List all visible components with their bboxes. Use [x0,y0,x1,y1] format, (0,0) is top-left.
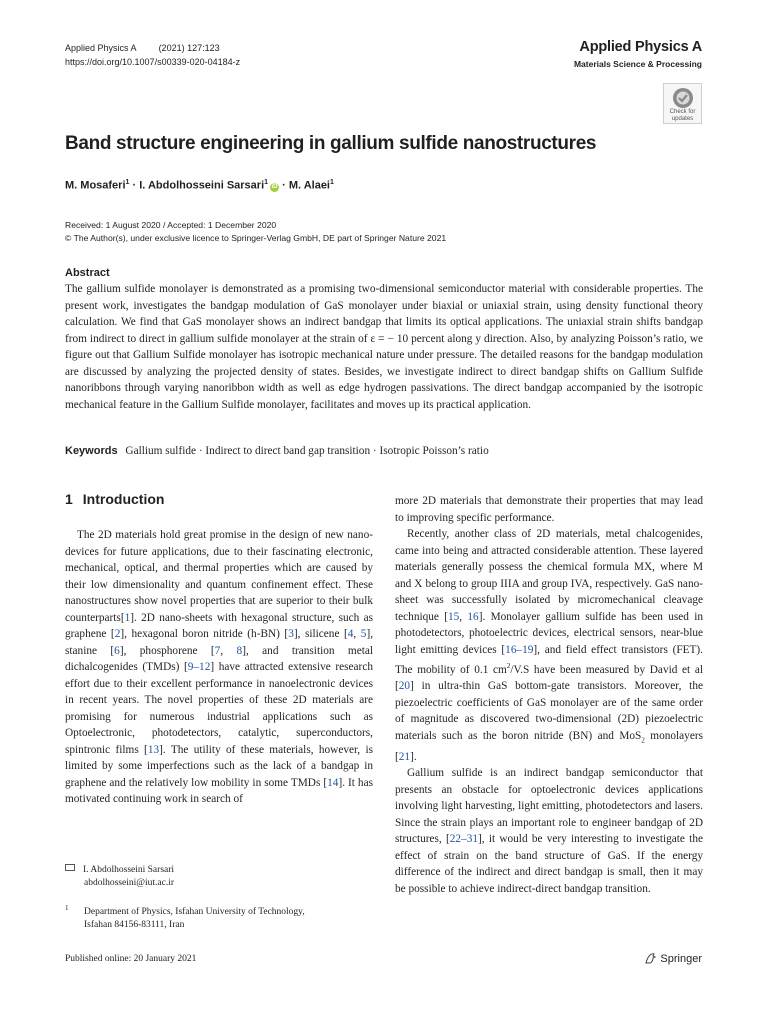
citation-link[interactable]: 5 [360,628,367,640]
orcid-icon[interactable]: iD [271,183,278,190]
citation-link[interactable]: 14 [327,776,339,789]
body-column-left [65,527,373,808]
text-run: ], it would be very interesting to investigate the effect of strain on the band structure of GaS. If the energy difference of the indirect and direct bandgap is small, then it may be possible to achieve indirect-direct bandgap transition. [395,833,703,895]
text-run: ], silicene [ [293,628,348,640]
text-run: ]. It has motivated continuing work in search of [65,776,373,805]
copyright-line: © The Author(s), under exclusive licence to Springer-Verlag GmbH, DE part of Springer Nature 2021 [65,233,447,243]
journal-brand [574,38,702,71]
correspondence-email[interactable]: abdolhosseini@iut.ac.ir [84,878,175,888]
author-separator: · [282,179,286,192]
section-number: 1 [65,491,73,507]
body-column-right [395,493,703,897]
body-paragraph [395,526,703,765]
author-affil-sup: 1 [125,179,130,186]
keywords-label: Keywords [65,445,118,457]
citation-link[interactable]: 9–12 [187,661,211,673]
author-list [65,179,334,192]
text-run: ]. 2D nano-sheets with hexagonal structure, such as graphene [ [65,611,373,640]
citation-link[interactable]: 13 [147,743,160,756]
check-label-2: updates [671,115,694,122]
text-run: ]. [410,750,417,763]
citation-link[interactable]: 4 [347,628,354,640]
text-run: ], phosphorene [ [119,644,215,657]
check-label-1: Check for [669,109,696,115]
author-name[interactable]: I. Abdolhosseini Sarsari [139,179,265,192]
received-accepted-dates: Received: 1 August 2020 / Accepted: 1 December 2020 [65,220,277,230]
citation-link[interactable]: 6 [114,644,120,657]
section-heading [65,491,164,507]
text-run: ], and field effect transistors (FET). The mobility of 0.1 cm [395,643,703,676]
published-date: Published online: 20 January 2021 [65,954,197,964]
author-name[interactable]: M. Alaei [288,179,330,192]
text-run: The 2D materials hold great promise in the design of new nano-devices for future applications, due to their fascinating electronic, mechanical, optical, and thermal properties which are caused by their low dimensionality and quantum confinement effect. These nanostructures show novel properties that are superior to their bulk counterparts[ [65,529,373,624]
envelope-icon [65,864,75,871]
affiliation-note [65,902,305,932]
check-for-updates-button[interactable] [663,83,702,124]
text-run: ]. The utility of these materials, however, is limited by some imperfections such as the lack of a bandgap in graphene and the relatively low mobility in some TMDs [ [65,743,373,789]
author-affil-sup: 1 [330,179,334,186]
text-run: , [353,628,361,640]
doi-link[interactable]: https://doi.org/10.1007/s00339-020-04184-z [65,57,241,67]
citation-link[interactable]: 3 [288,628,294,640]
citation-link[interactable]: 22–31 [449,833,478,846]
body-paragraph [395,765,703,897]
abstract-text: The gallium sulfide monolayer is demonstrated as a promising two-dimensional semiconductor material with considerable properties. The present work, investigates the bandgap modulation of GaS monolayer under biaxial or uniaxial strain, using density functional theory calculation. We find that GaS monolayer shows an indirect bandgap that limits its optical applications. The uniaxial strain shifts bandgap from indirect to direct in gallium sulfide monolayer at the strain of ε = − 10 percent along y direction. Also, by analyzing Poisson’s ratio, we figure out that Gallium Sulfide monolayer has isotropic mechanical nature under pressure. The detailed reasons for the bandgap modulation are discussed by analyzing the projected density of states. Besides, we investigate indirect to direct bandgap shifts on Gallium Sulfide nanoribbons through varying nanoribbon width as well as edge hydrogen passivations. The direct bandgap accompanied by the isotropic mechanical feature in the Gallium Sulfide monolayer, facilitates and moves up its practical application. [65,283,703,411]
affiliation-number: 1 [65,904,69,912]
abstract-heading: Abstract [65,267,110,279]
citation-link[interactable]: 21 [398,750,411,763]
text-run: Gallium sulfide is an indirect bandgap semiconductor that presents an obstacle for optoelectronic devices applications involving light harvesting, light emitting, photodetectors and lasers. Since the strain plays an important role to engineer bandgap of 2D structures, [ [395,767,703,846]
body-paragraph [395,493,703,526]
text-run: ], and transition metal dichalcogenides (TMDs) [ [65,644,373,673]
author-name[interactable]: M. Mosaferi [65,179,126,192]
correspondence-note [65,864,174,890]
text-run: ], stanine [ [65,628,374,657]
subscript: 2 [641,736,645,745]
journal-title: Applied Physics A [579,39,702,55]
check-updates-icon [672,87,694,109]
citation-link[interactable]: 16–19 [505,643,534,656]
article-history [65,219,446,245]
text-run: ], hexagonal boron nitride (h-BN) [ [120,628,289,640]
correspondence-name: I. Abdolhosseini Sarsari [83,865,175,875]
citation-link[interactable]: 2 [114,628,121,640]
text-run: , [220,644,237,657]
keywords-line [65,445,489,457]
journal-subtitle: Materials Science & Processing [573,59,702,69]
keywords-text: Gallium sulfide · Indirect to direct band gap transition · Isotropic Poisson’s ratio [125,445,489,457]
body-paragraph [65,527,373,808]
citation-link[interactable]: 8 [236,644,243,657]
citation-link[interactable]: 1 [124,611,131,624]
journal-name-small: Applied Physics A [65,43,137,53]
text-run: more 2D materials that demonstrate their properties that may lead to improving specific performance. [395,495,703,524]
affiliation-line-1: Department of Physics, Isfahan University of Technology, [84,907,305,917]
text-run: ]. Monolayer gallium sulfide has been used in photodetectors, photoelectric devices, electrical sensors, near-blue light emitting devices [ [395,610,704,656]
springer-horse-icon [644,952,657,965]
affiliation-line-2: Isfahan 84156-83111, Iran [84,920,185,930]
text-run: , [459,610,468,623]
text-run: monolayers [ [395,729,704,763]
text-run: /V.S have been measured by David et al [ [395,663,703,693]
article-title: Band structure engineering in gallium sulfide nanostructures [65,133,597,154]
journal-header [65,41,240,69]
author-separator: · [132,179,137,192]
superscript: 2 [506,662,511,670]
citation-link[interactable]: 16 [467,610,479,623]
text-run: ] have attracted extensive research effort due to their excellent performance in nanoelectronic devices in recent years. The novel properties of these 2D materials are promising for numerous industrial applications such as Optoelectronic, photodetectors, catalytic, superconductors, spintronic films [ [65,661,373,756]
text-run: Recently, another class of 2D materials, metal chalcogenides, came into being and attracted considerable attention. These layered materials generally possess the chemical formula MX, where M and X belong to group IIIA and group IVA, respectively. GaS nano-sheet was successfully isolated by micromechanical cleavage technique [ [395,528,703,623]
citation-link[interactable]: 7 [214,644,221,657]
publisher-name: Springer [660,953,702,965]
citation-link[interactable]: 20 [398,680,411,693]
year-volume: (2021) 127:123 [158,43,220,53]
text-run: ] in ultra-thin GaS bottom-gate transistors. Moreover, the piezoelectric coefficients of GaS monolayer are of the same order of magnitude as discovered two-dimensional (2D) piezoelectric materials such as the boron nitride (BN) and MoS [395,680,703,742]
section-title: Introduction [82,491,165,507]
author-affil-sup: 1 [264,179,269,186]
citation-link[interactable]: 15 [447,610,460,623]
publisher-logo[interactable] [644,952,702,965]
